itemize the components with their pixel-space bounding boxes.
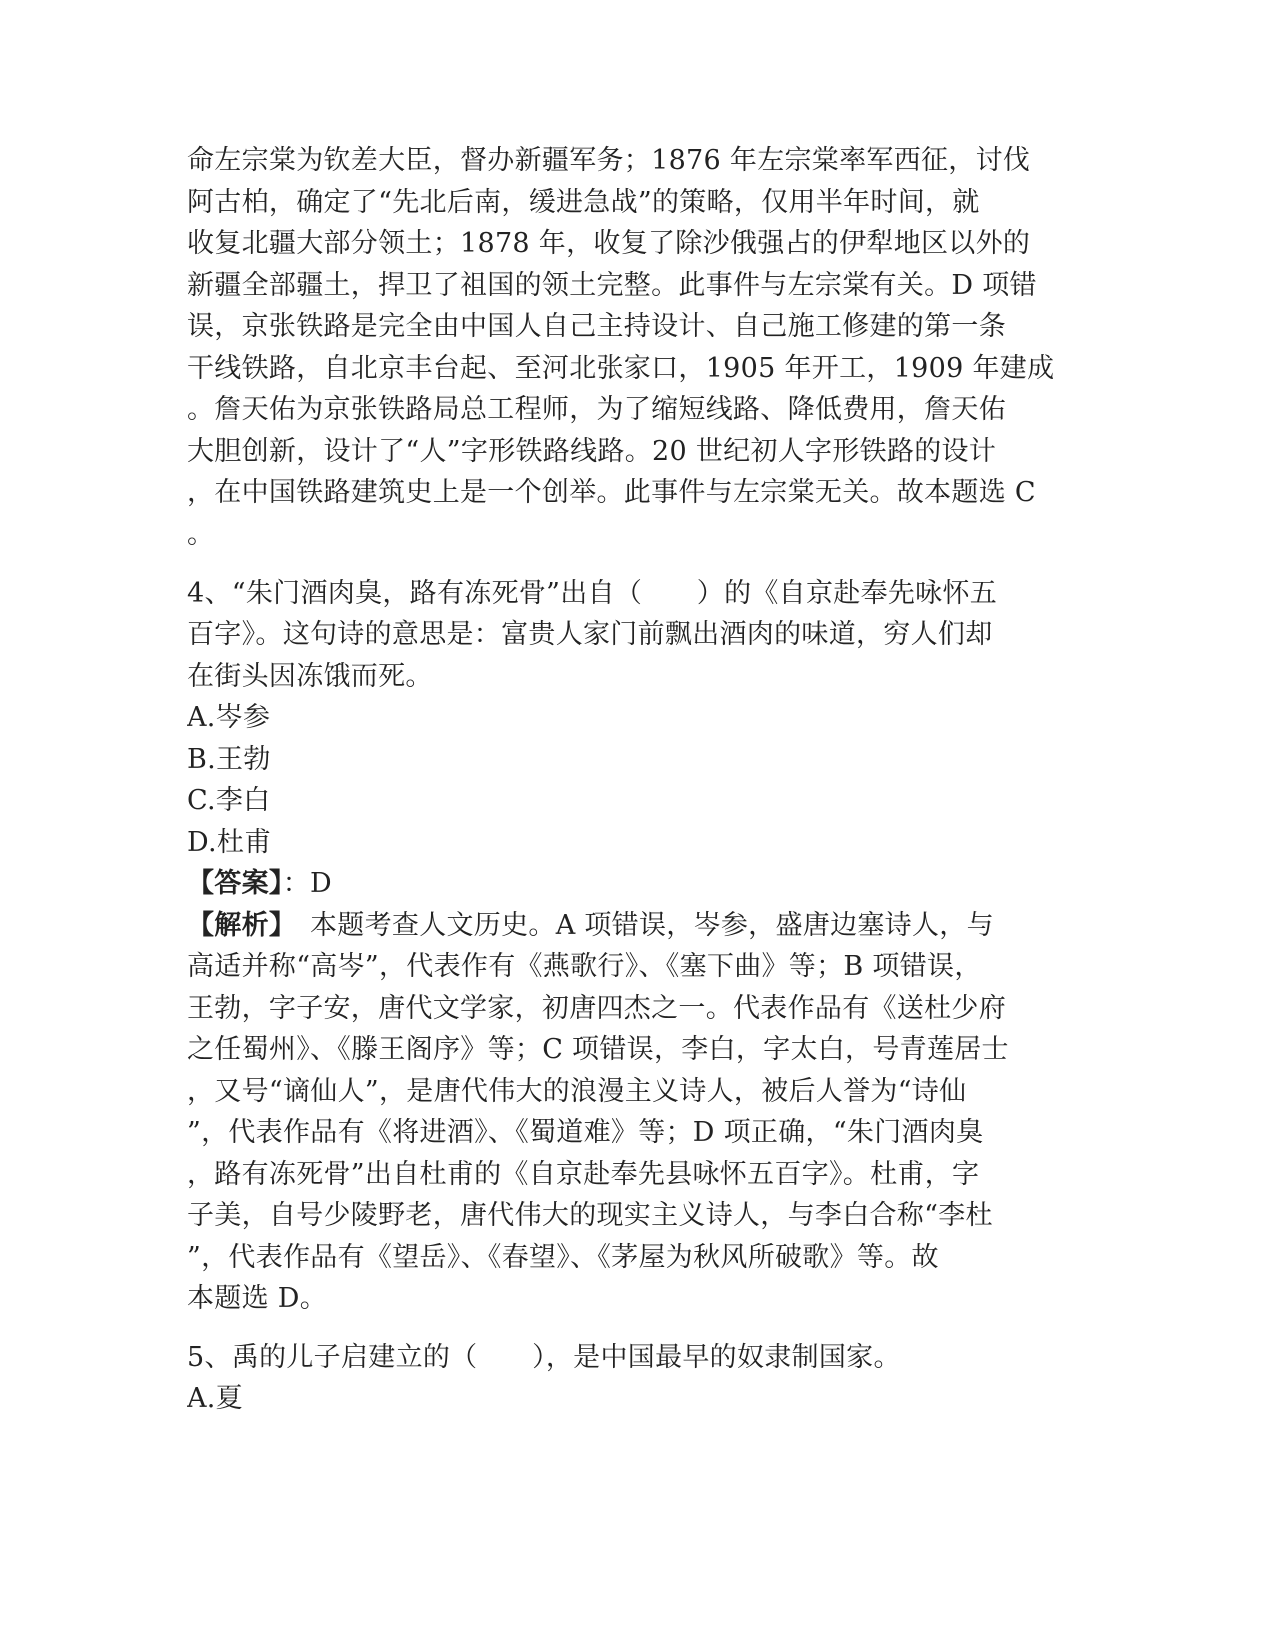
- analysis-line: ”，代表作品有《将进酒》、《蜀道难》等；D 项正确，“朱门酒肉臭: [187, 1117, 984, 1148]
- question-4-stem: 4、“朱门酒肉臭，路有冻死骨”出自（ ）的《自京赴奉先咏怀五: [187, 578, 998, 609]
- analysis-text: 本题考查人文历史。A 项错误，岑参，盛唐边塞诗人，与: [282, 910, 994, 941]
- analysis-line: 王勃，字子安，唐代文学家，初唐四杰之一。代表作品有《送杜少府: [187, 993, 1006, 1024]
- analysis-line: [187, 908, 1087, 944]
- analysis-line: ，又号“谪仙人”，是唐代伟大的浪漫主义诗人，被后人誉为“诗仙: [187, 1076, 967, 1107]
- question-4-stem: 在街头因冻饿而死。: [187, 661, 433, 692]
- answer-line: [187, 866, 1087, 902]
- explanation-line: ，在中国铁路建筑史上是一个创举。此事件与左宗棠无关。故本题选 C: [187, 477, 1036, 508]
- option-c: C.李白: [187, 785, 271, 816]
- analysis-line: ，路有冻死骨”出自杜甫的《自京赴奉先县咏怀五百字》。杜甫，字: [187, 1159, 980, 1190]
- explanation-line: 干线铁路，自北京丰台起、至河北张家口，1905 年开工，1909 年建成: [187, 353, 1055, 384]
- question-5-stem: 5、禹的儿子启建立的（ ），是中国最早的奴隶制国家。: [187, 1342, 901, 1373]
- explanation-line: 。: [187, 519, 215, 550]
- option-a: A.夏: [187, 1383, 243, 1414]
- answer-value: ：D: [282, 868, 332, 899]
- option-b: B.王勃: [187, 744, 271, 775]
- option-a: A.岑参: [187, 702, 271, 733]
- answer-label: 【答案】: [187, 868, 283, 899]
- analysis-line: 之任蜀州》、《滕王阁序》等；C 项错误，李白，字太白，号青莲居士: [187, 1034, 1009, 1065]
- explanation-line: 命左宗棠为钦差大臣，督办新疆军务；1876 年左宗棠率军西征，讨伐: [187, 145, 1031, 176]
- analysis-line: 子美，自号少陵野老，唐代伟大的现实主义诗人，与李白合称“李杜: [187, 1200, 993, 1231]
- explanation-line: 收复北疆大部分领土；1878 年，收复了除沙俄强占的伊犁地区以外的: [187, 228, 1031, 259]
- analysis-line: ”，代表作品有《望岳》、《春望》、《茅屋为秋风所破歌》等。故: [187, 1242, 939, 1273]
- analysis-label: 【解析】: [187, 910, 283, 941]
- explanation-line: 大胆创新，设计了“人”字形铁路线路。20 世纪初人字形铁路的设计: [187, 436, 997, 467]
- explanation-line: 新疆全部疆土，捍卫了祖国的领土完整。此事件与左宗棠有关。D 项错: [187, 270, 1037, 301]
- explanation-line: 阿古柏，确定了“先北后南，缓进急战”的策略，仅用半年时间，就: [187, 187, 980, 218]
- explanation-line: 。詹天佑为京张铁路局总工程师，为了缩短线路、降低费用，詹天佑: [187, 394, 1006, 425]
- explanation-line: 误，京张铁路是完全由中国人自己主持设计、自己施工修建的第一条: [187, 311, 1006, 342]
- option-d: D.杜甫: [187, 827, 272, 858]
- question-4-stem: 百字》。这句诗的意思是：富贵人家门前飘出酒肉的味道，穷人们却: [187, 619, 993, 650]
- analysis-line: 本题选 D。: [187, 1283, 328, 1314]
- analysis-line: 高适并称“高岑”，代表作有《燕歌行》、《塞下曲》等；B 项错误，: [187, 951, 982, 982]
